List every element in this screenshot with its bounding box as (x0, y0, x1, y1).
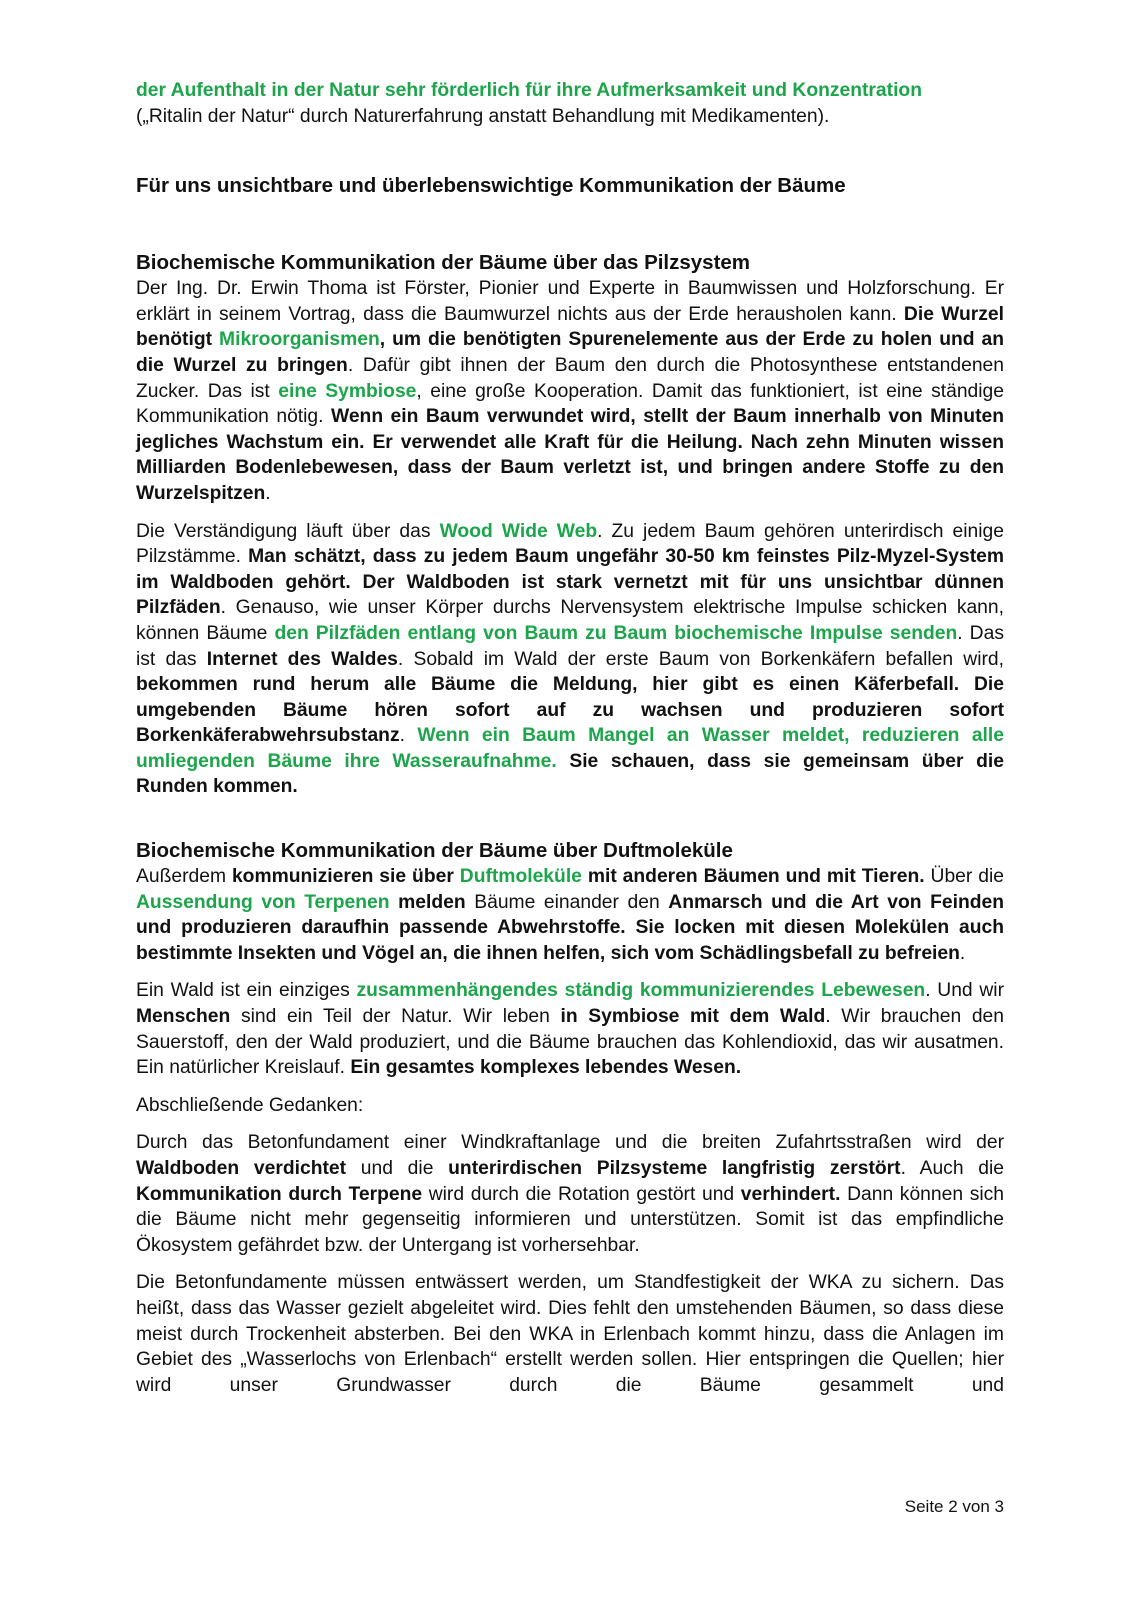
highlight-text: Wenn ein Baum Mangel an Wasser meldet, reduzieren alle umliegenden Bäume ihre Wasseraufnahme. (136, 725, 1004, 772)
highlight-text: Mikroorganismen (219, 329, 380, 351)
intro-line: („Ritalin der Natur“ durch Naturerfahrung anstatt Behandlung mit Medikamenten). (136, 105, 830, 127)
body-text: wird durch die Rotation gestört und (422, 1183, 741, 1205)
section2-paragraph-2 (136, 978, 1004, 1080)
bold-text: mit anderen Bäumen und mit Tieren. (581, 866, 925, 888)
main-heading: Für uns unsichtbare und überlebenswichtige Kommunikation der Bäume (136, 174, 846, 198)
body-text: Dann können sich die Bäume nicht mehr gegenseitig informieren und unterstützen. Somit ist das empfindliche Ökosystem gefährdet bzw. der Untergang ist vorhersehbar. (136, 1183, 1004, 1256)
highlight-text: zusammenhängendes ständig kommunizierendes Lebewesen (356, 980, 926, 1002)
body-text: . Dafür gibt ihnen der Baum den durch die Photosynthese entstandenen Zucker. Das ist (136, 354, 1004, 402)
body-text: Die Verständigung läuft über das (136, 520, 440, 542)
bold-text: Sie schauen, dass sie gemeinsam über die Runden kommen. (136, 750, 1004, 798)
body-text: Ein Wald ist ein einziges (136, 980, 357, 1002)
body-text: . Auch die (900, 1158, 1005, 1179)
bold-text: Die Wurzel benötigt (136, 303, 1004, 351)
body-text: Über die (924, 866, 1004, 888)
section2-paragraph-4 (136, 1270, 1004, 1398)
section2-paragraph-1 (136, 864, 1004, 966)
bold-text: Ein gesamtes komplexes lebendes Wesen. (350, 1057, 742, 1079)
bold-text: Kommunikation durch Terpene (136, 1183, 423, 1205)
body-text: . Das ist das (136, 622, 1004, 670)
bold-text: Wenn ein Baum verwundet wird, stellt der Baum innerhalb von Minuten jegliches Wachstum ein. Er verwendet alle Kraft für die Heilung. Nach zehn Minuten wissen Milliarden Bodenlebewesen, dass der Baum verletzt ist, und bringen andere Stoffe zu den Wurzelspitzen (136, 406, 1004, 504)
highlight-text: Duftmoleküle (459, 866, 582, 888)
section2-paragraph-3 (136, 1130, 1004, 1258)
section1-paragraph-1 (136, 276, 1004, 506)
body-text: Die Betonfundamente müssen entwässert werden, um Standfestigkeit der WKA zu sichern. Das heißt, dass das Wasser gezielt abgeleitet wird. Dies fehlt den umstehenden Bäumen, so dass diese meist durch Trockenheit absterben. Bei den WKA in Erlenbach kommt hinzu, dass die Anlagen im Gebiet des „Wasserlochs von Erlenbach“ erstellt werden sollen. Hier entspringen die Quellen; hier wird unser Grundwasser durch die Bäume gesammelt und (136, 1272, 1004, 1396)
body-text: und die (346, 1158, 449, 1179)
page-number: Seite 2 von 3 (904, 1497, 1004, 1516)
bold-text: Waldboden verdichtet (136, 1158, 347, 1179)
bold-text: unterirdischen Pilzsysteme langfristig zerstört (448, 1158, 901, 1179)
bold-text: in Symbiose mit dem Wald (560, 1006, 826, 1028)
highlight-text: Wood Wide Web (439, 520, 598, 542)
document-page (136, 78, 1004, 1398)
body-text: Der Ing. Dr. Erwin Thoma ist Förster, Pionier und Experte in Baumwissen und Holzforschung. Er erklärt in seinem Vortrag, dass die Baumwurzel nichts aus der Erde herausholen kann. (136, 278, 1004, 325)
body-text: . (959, 942, 966, 964)
bold-text: verhindert. (740, 1183, 841, 1205)
body-text: , eine große Kooperation. Damit das funktioniert, ist eine ständige Kommunikation nötig. (136, 380, 1004, 428)
body-text: . Wir brauchen den Sauerstoff, den der Wald produziert, und die Bäume brauchen das Kohlendioxid, das wir ausatmen. Ein natürlicher Kreislauf. (136, 1006, 1004, 1079)
bold-text: kommunizieren sie über (231, 866, 460, 888)
body-text: . Und wir (925, 980, 1004, 1002)
intro-green-line: der Aufenthalt in der Natur sehr förderlich für ihre Aufmerksamkeit und Konzentration (136, 80, 922, 101)
bold-text: Menschen (136, 1006, 231, 1028)
bold-text: Internet des Waldes (206, 648, 398, 670)
body-text: . Sobald im Wald der erste Baum von Borkenkäfern befallen wird, (397, 648, 1004, 670)
body-text: . (399, 725, 418, 747)
body-text: . (265, 482, 271, 504)
body-text: . Zu jedem Baum gehören unterirdisch einige Pilzstämme. (136, 520, 1004, 568)
highlight-text: Aussendung von Terpenen (136, 891, 390, 913)
bold-text: Man schätzt, dass zu jedem Baum ungefähr 30-50 km feinstes Pilz-Myzel-System im Waldboden gehört. Der Waldboden ist stark vernetzt mit für uns unsichtbar dünnen Pilzfäden (136, 546, 1004, 619)
bold-text: melden (389, 891, 466, 913)
closing-label: Abschließende Gedanken: (136, 1094, 364, 1116)
body-text: Bäume einander den (465, 891, 669, 913)
body-text: sind ein Teil der Natur. Wir leben (230, 1006, 561, 1028)
highlight-text: den Pilzfäden entlang von Baum zu Baum biochemische Impulse senden (274, 622, 958, 644)
body-text: Außerdem (136, 866, 232, 888)
section1-heading: Biochemische Kommunikation der Bäume über das Pilzsystem (136, 251, 751, 275)
body-text: Durch das Betonfundament einer Windkraftanlage und die breiten Zufahrtsstraßen wird der (136, 1132, 1004, 1154)
highlight-text: eine Symbiose (278, 380, 417, 402)
body-text: . Genauso, wie unser Körper durchs Nervensystem elektrische Impulse schicken kann, können Bäume (136, 597, 1004, 644)
section1-paragraph-2 (136, 519, 1004, 801)
bold-text: Anmarsch und die Art von Feinden und produzieren daraufhin passende Abwehrstoffe. Sie locken mit diesen Molekülen auch bestimmte Insekten und Vögel an, die ihnen helfen, sich vom Schädlingsbefall zu befreien (136, 891, 1004, 964)
bold-text: , um die benötigten Spurenelemente aus der Erde zu holen und an die Wurzel zu bringen (136, 329, 1005, 376)
bold-text: bekommen rund herum alle Bäume die Meldung, hier gibt es einen Käferbefall. Die umgebenden Bäume hören sofort auf zu wachsen und produzieren sofort Borkenkäferabwehrsubstanz (136, 674, 1004, 747)
section2-heading: Biochemische Kommunikation der Bäume über Duftmoleküle (136, 839, 733, 863)
